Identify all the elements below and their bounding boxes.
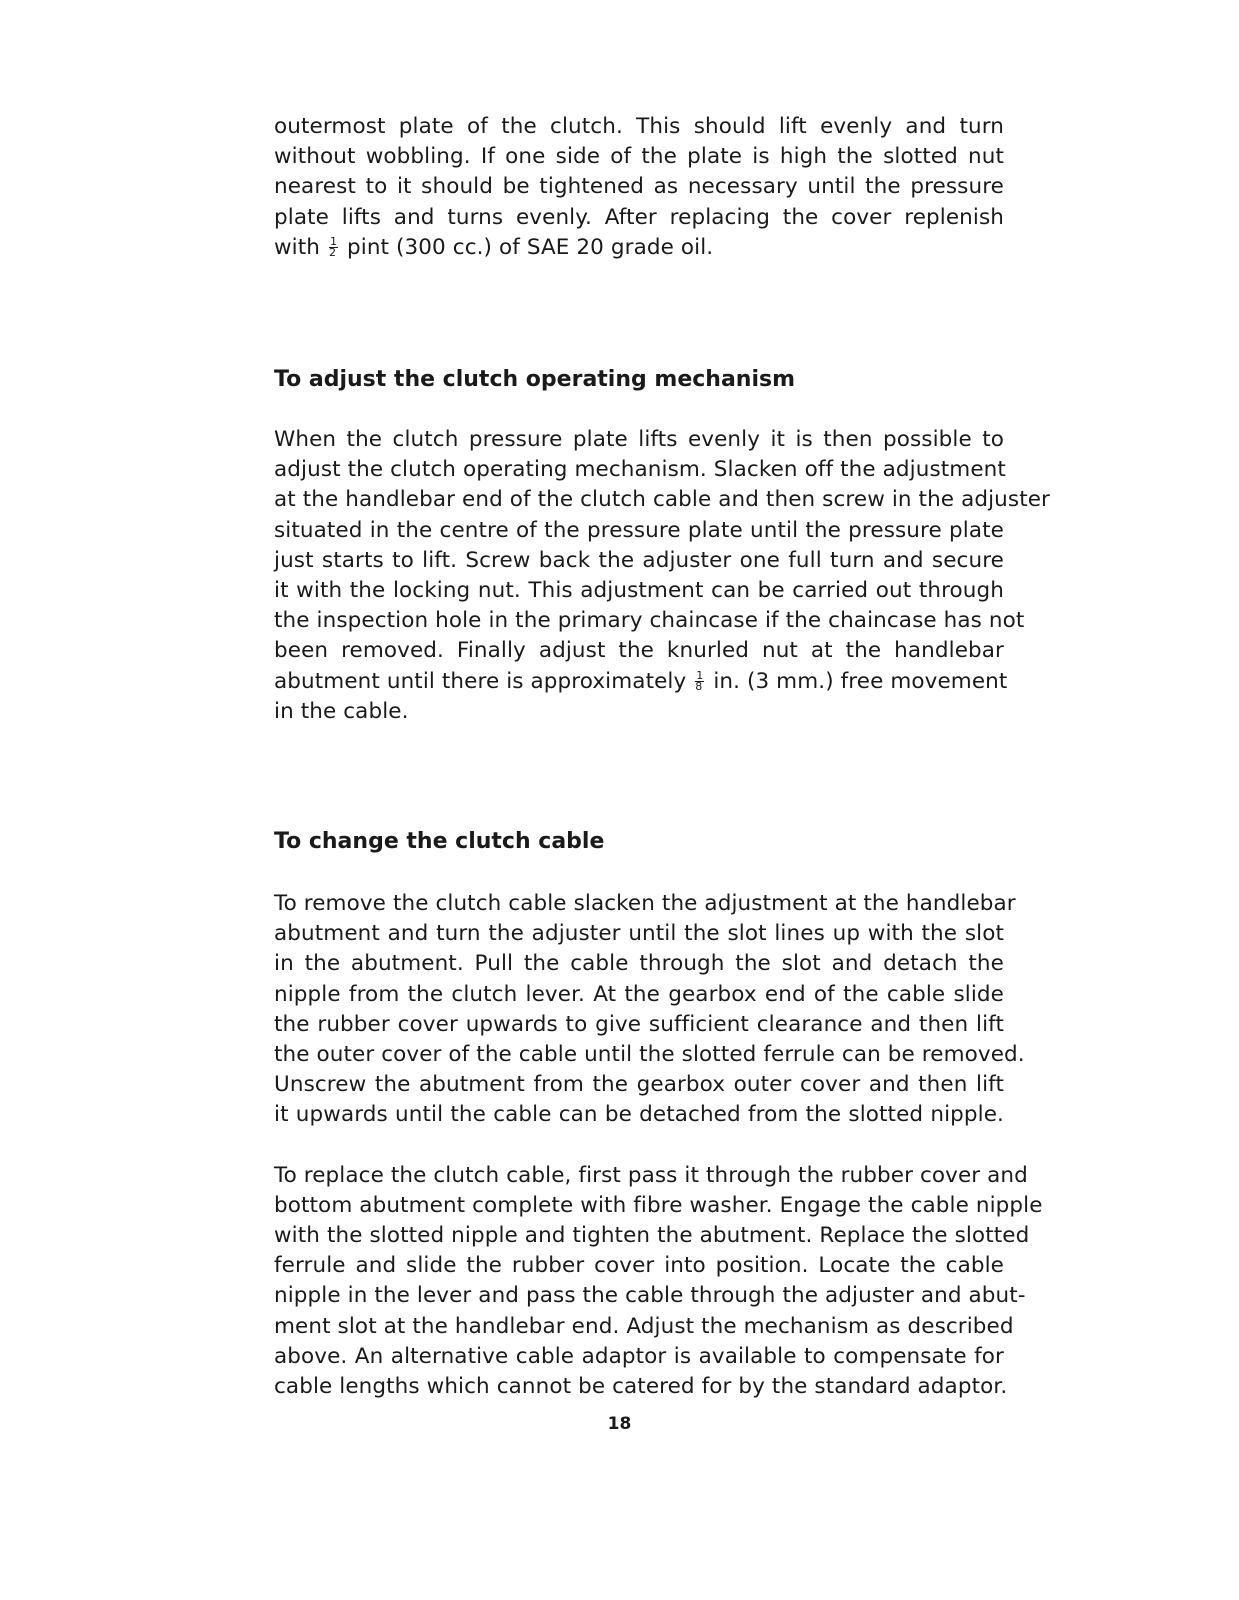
text-line: nipple in the lever and pass the cable through the adjuster and abut- [274,1283,1026,1309]
fraction-half [329,237,338,258]
text-line: without wobbling. If one side of the plate is high the slotted nut [274,144,1004,170]
text-line: outermost plate of the clutch. This should lift evenly and turn [274,114,1004,139]
text-line: ferrule and slide the rubber cover into position. Locate the cable [274,1253,1004,1279]
fraction-denominator: 2 [328,246,337,260]
replace-cable-paragraph [274,1161,1043,1403]
text-line: To remove the clutch cable slacken the adjustment at the handlebar [274,891,1016,917]
text-fragment: abutment until there is approximately [274,668,687,694]
adjust-paragraph [274,425,1050,727]
remove-cable-paragraph [274,889,1025,1131]
text-fragment: pint (300 cc.) of SAE 20 grade oil. [347,234,714,260]
text-line: just starts to lift. Screw back the adjuster one full turn and secure [274,547,1004,573]
text-line: in the cable. [274,698,409,724]
text-line: with the slotted nipple and tighten the abutment. Replace the slotted [274,1223,1030,1249]
text-line: situated in the centre of the pressure plate until the pressure plate [274,517,1004,543]
text-line: been removed. Finally adjust the knurled nut at the handlebar [274,638,1004,664]
fraction-denominator: 8 [695,680,703,694]
fraction-numerator: 1 [329,235,338,249]
page-number: 18 [607,1414,632,1434]
text-line: nipple from the clutch lever. At the gearbox end of the cable slide [274,981,1004,1007]
text-line: When the clutch pressure plate lifts evenly it is then possible to [274,427,1004,453]
text-line: the rubber cover upwards to give sufficient clearance and then lift [274,1011,1004,1037]
text-line: ment slot at the handlebar end. Adjust the mechanism as described [274,1313,1014,1339]
text-line: plate lifts and turns evenly. After replacing the cover replenish [274,204,1004,230]
fraction-numerator: 1 [696,669,704,683]
text-line: nearest to it should be tightened as necessary until the pressure [274,174,1004,200]
text-line: at the handlebar end of the clutch cable and then screw in the adjuster [274,487,1050,513]
section-heading-change-cable: To change the clutch cable [274,829,605,855]
text-line: abutment and turn the adjuster until the slot lines up with the slot [274,921,1004,947]
text-fragment: in. (3 mm.) free movement [713,668,1008,694]
text-fragment: with [274,234,321,260]
text-line: cable lengths which cannot be catered for by the standard adaptor. [274,1374,1008,1400]
text-line: it upwards until the cable can be detached from the slotted nipple. [274,1102,1004,1128]
section-heading-adjust: To adjust the clutch operating mechanism [274,367,796,393]
text-line: adjust the clutch operating mechanism. Slacken off the adjustment [274,457,1006,483]
text-line: bottom abutment complete with fibre washer. Engage the cable nipple [274,1192,1043,1218]
text-line [274,233,1004,263]
text-line: To replace the clutch cable, first pass it through the rubber cover and [274,1162,1028,1188]
text-line: the inspection hole in the primary chaincase if the chaincase has not [274,608,1025,634]
text-line: the outer cover of the cable until the slotted ferrule can be removed. [274,1042,1025,1068]
text-line: it with the locking nut. This adjustment can be carried out through [274,578,1004,604]
fraction-eighth [695,671,704,692]
page-body [274,112,1050,1402]
text-line: Unscrew the abutment from the gearbox outer cover and then lift [274,1072,1004,1098]
intro-paragraph [274,112,1004,263]
text-line: above. An alternative cable adaptor is available to compensate for [274,1343,1004,1369]
text-line [274,667,1008,697]
text-line: in the abutment. Pull the cable through the slot and detach the [274,951,1004,977]
